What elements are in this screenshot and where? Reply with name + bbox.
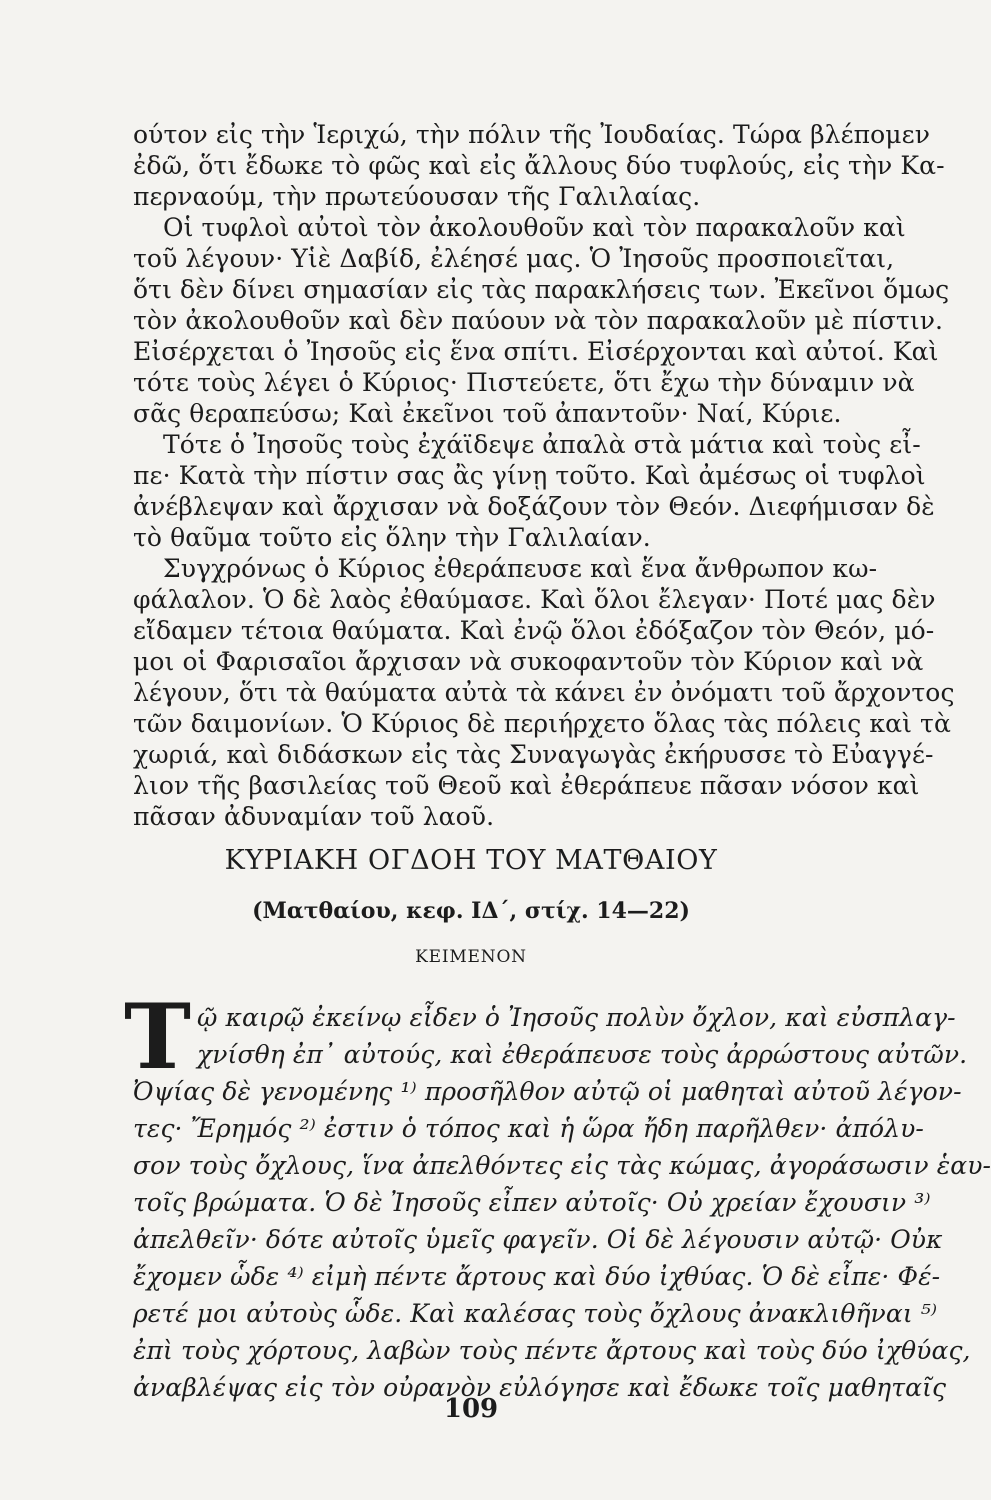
body-line: ἐδῶ, ὅτι ἔδωκε τὸ φῶς καὶ εἰς ἄλλους δύο τυφλούς, εἰς τὴν Κα- bbox=[133, 151, 945, 180]
page-number: 109 bbox=[443, 1394, 499, 1424]
body-line: σᾶς θεραπεύσω; Καὶ ἐκεῖνοι τοῦ ἀπαντοῦν· Ναί, Κύριε. bbox=[133, 399, 842, 428]
scripture-line: χνίσθη ἐπ᾿ αὐτούς, καὶ ἐθεράπευσε τοὺς ἀρρώστους αὐτῶν. bbox=[197, 1040, 968, 1069]
scripture-line: ἔχομεν ὧδε ⁴⁾ εἰμὴ πέντε ἄρτους καὶ δύο ἰχθύας. Ὁ δὲ εἶπε· Φέ- bbox=[133, 1262, 941, 1291]
body-line: εἴδαμεν τέτοια θαύματα. Καὶ ἐνῷ ὅλοι ἐδόξαζον τὸν Θεόν, μό- bbox=[133, 616, 935, 645]
body-line: τὸν ἀκολουθοῦν καὶ δὲν παύουν νὰ τὸν παρακαλοῦν μὲ πίστιν. bbox=[133, 306, 944, 335]
scripture-reference: (Ματθαίου, κεφ. ΙΔ΄, στίχ. 14—22) bbox=[252, 898, 690, 924]
scripture-line: ῷ καιρῷ ἐκείνῳ εἶδεν ὁ Ἰησοῦς πολὺν ὄχλον, καὶ εὐσπλαγ- bbox=[197, 1003, 956, 1032]
scripture-line: τες· Ἔρημός ²⁾ ἐστιν ὁ τόπος καὶ ἡ ὥρα ἤδη παρῆλθεν· ἀπόλυ- bbox=[133, 1114, 924, 1143]
body-line: Συγχρόνως ὁ Κύριος ἐθεράπευσε καὶ ἕνα ἄνθρωπον κω- bbox=[163, 554, 878, 583]
body-line: τῶν δαιμονίων. Ὁ Κύριος δὲ περιήρχετο ὅλας τὰς πόλεις καὶ τὰ bbox=[133, 709, 951, 738]
body-line: φάλαλον. Ὁ δὲ λαὸς ἐθαύμασε. Καὶ ὅλοι ἔλεγαν· Ποτέ μας δὲν bbox=[133, 585, 936, 614]
body-line: τὸ θαῦμα τοῦτο εἰς ὅλην τὴν Γαλιλαίαν. bbox=[133, 523, 651, 552]
body-line: χωριά, καὶ διδάσκων εἰς τὰς Συναγωγὰς ἐκήρυσσε τὸ Εὐαγγέ- bbox=[133, 740, 934, 769]
scripture-line: τοῖς βρώματα. Ὁ δὲ Ἰησοῦς εἶπεν αὐτοῖς· Οὐ χρείαν ἔχουσιν ³⁾ bbox=[133, 1188, 931, 1217]
body-line: τότε τοὺς λέγει ὁ Κύριος· Πιστεύετε, ὅτι ἔχω τὴν δύναμιν νὰ bbox=[133, 368, 915, 397]
body-line: τοῦ λέγουν· Υἱὲ Δαβίδ, ἐλέησέ μας. Ὁ Ἰησοῦς προσποιεῖται, bbox=[133, 244, 895, 273]
body-line: λέγουν, ὅτι τὰ θαύματα αὐτὰ τὰ κάνει ἐν ὀνόματι τοῦ ἄρχοντος bbox=[133, 678, 955, 707]
body-line: ἀνέβλεψαν καὶ ἄρχισαν νὰ δοξάζουν τὸν Θεόν. Διεφήμισαν δὲ bbox=[133, 492, 935, 521]
scripture-line: ἀπελθεῖν· δότε αὐτοῖς ὑμεῖς φαγεῖν. Οἱ δὲ λέγουσιν αὐτῷ· Οὐκ bbox=[133, 1225, 943, 1254]
scripture-line: ἀναβλέψας εἰς τὸν οὐρανὸν εὐλόγησε καὶ ἔδωκε τοῖς μαθηταῖς bbox=[133, 1373, 947, 1402]
section-title: ΚΥΡΙΑΚΗ ΟΓΔΟΗ ΤΟΥ ΜΑΤΘΑΙΟΥ bbox=[224, 845, 718, 876]
scripture-line: Ὀψίας δὲ γενομένης ¹⁾ προσῆλθον αὐτῷ οἱ μαθηταὶ αὐτοῦ λέγον- bbox=[133, 1077, 962, 1106]
scripture-line: ρετέ μοι αὐτοὺς ὧδε. Καὶ καλέσας τοὺς ὄχλους ἀνακλιθῆναι ⁵⁾ bbox=[133, 1299, 938, 1328]
body-line: λιον τῆς βασιλείας τοῦ Θεοῦ καὶ ἐθεράπευε πᾶσαν νόσον καὶ bbox=[133, 771, 920, 800]
body-line: περναούμ, τὴν πρωτεύουσαν τῆς Γαλιλαίας. bbox=[133, 182, 701, 211]
body-line: πε· Κατὰ τὴν πίστιν σας ἂς γίνῃ τοῦτο. Καὶ ἀμέσως οἱ τυφλοὶ bbox=[133, 461, 926, 490]
body-line: ούτον εἰς τὴν Ἱεριχώ, τὴν πόλιν τῆς Ἰουδαίας. Τώρα βλέπομεν bbox=[133, 120, 931, 149]
body-line: ὅτι δὲν δίνει σημασίαν εἰς τὰς παρακλήσεις των. Ἐκεῖνοι ὅμως bbox=[133, 275, 950, 304]
body-line: Οἱ τυφλοὶ αὐτοὶ τὸν ἀκολουθοῦν καὶ τὸν παρακαλοῦν καὶ bbox=[163, 213, 906, 242]
body-line: Εἰσέρχεται ὁ Ἰησοῦς εἰς ἕνα σπίτι. Εἰσέρχονται καὶ αὐτοί. Καὶ bbox=[133, 337, 939, 366]
scripture-line: ἐπὶ τοὺς χόρτους, λαβὼν τοὺς πέντε ἄρτους καὶ τοὺς δύο ἰχθύας, bbox=[133, 1336, 971, 1365]
scripture-line: σον τοὺς ὄχλους, ἵνα ἀπελθόντες εἰς τὰς κώμας, ἀγοράσωσιν ἑαυ- bbox=[133, 1151, 991, 1180]
body-line: Τότε ὁ Ἰησοῦς τοὺς ἐχάϊδεψε ἀπαλὰ στὰ μάτια καὶ τοὺς εἶ- bbox=[163, 430, 921, 459]
body-line: μοι οἱ Φαρισαῖοι ἄρχισαν νὰ συκοφαντοῦν τὸν Κύριον καὶ νὰ bbox=[133, 647, 924, 676]
body-line: πᾶσαν ἀδυναμίαν τοῦ λαοῦ. bbox=[133, 802, 495, 831]
section-label: ΚΕΙΜΕΝΟΝ bbox=[415, 947, 527, 967]
drop-cap: Τ bbox=[124, 984, 191, 1090]
